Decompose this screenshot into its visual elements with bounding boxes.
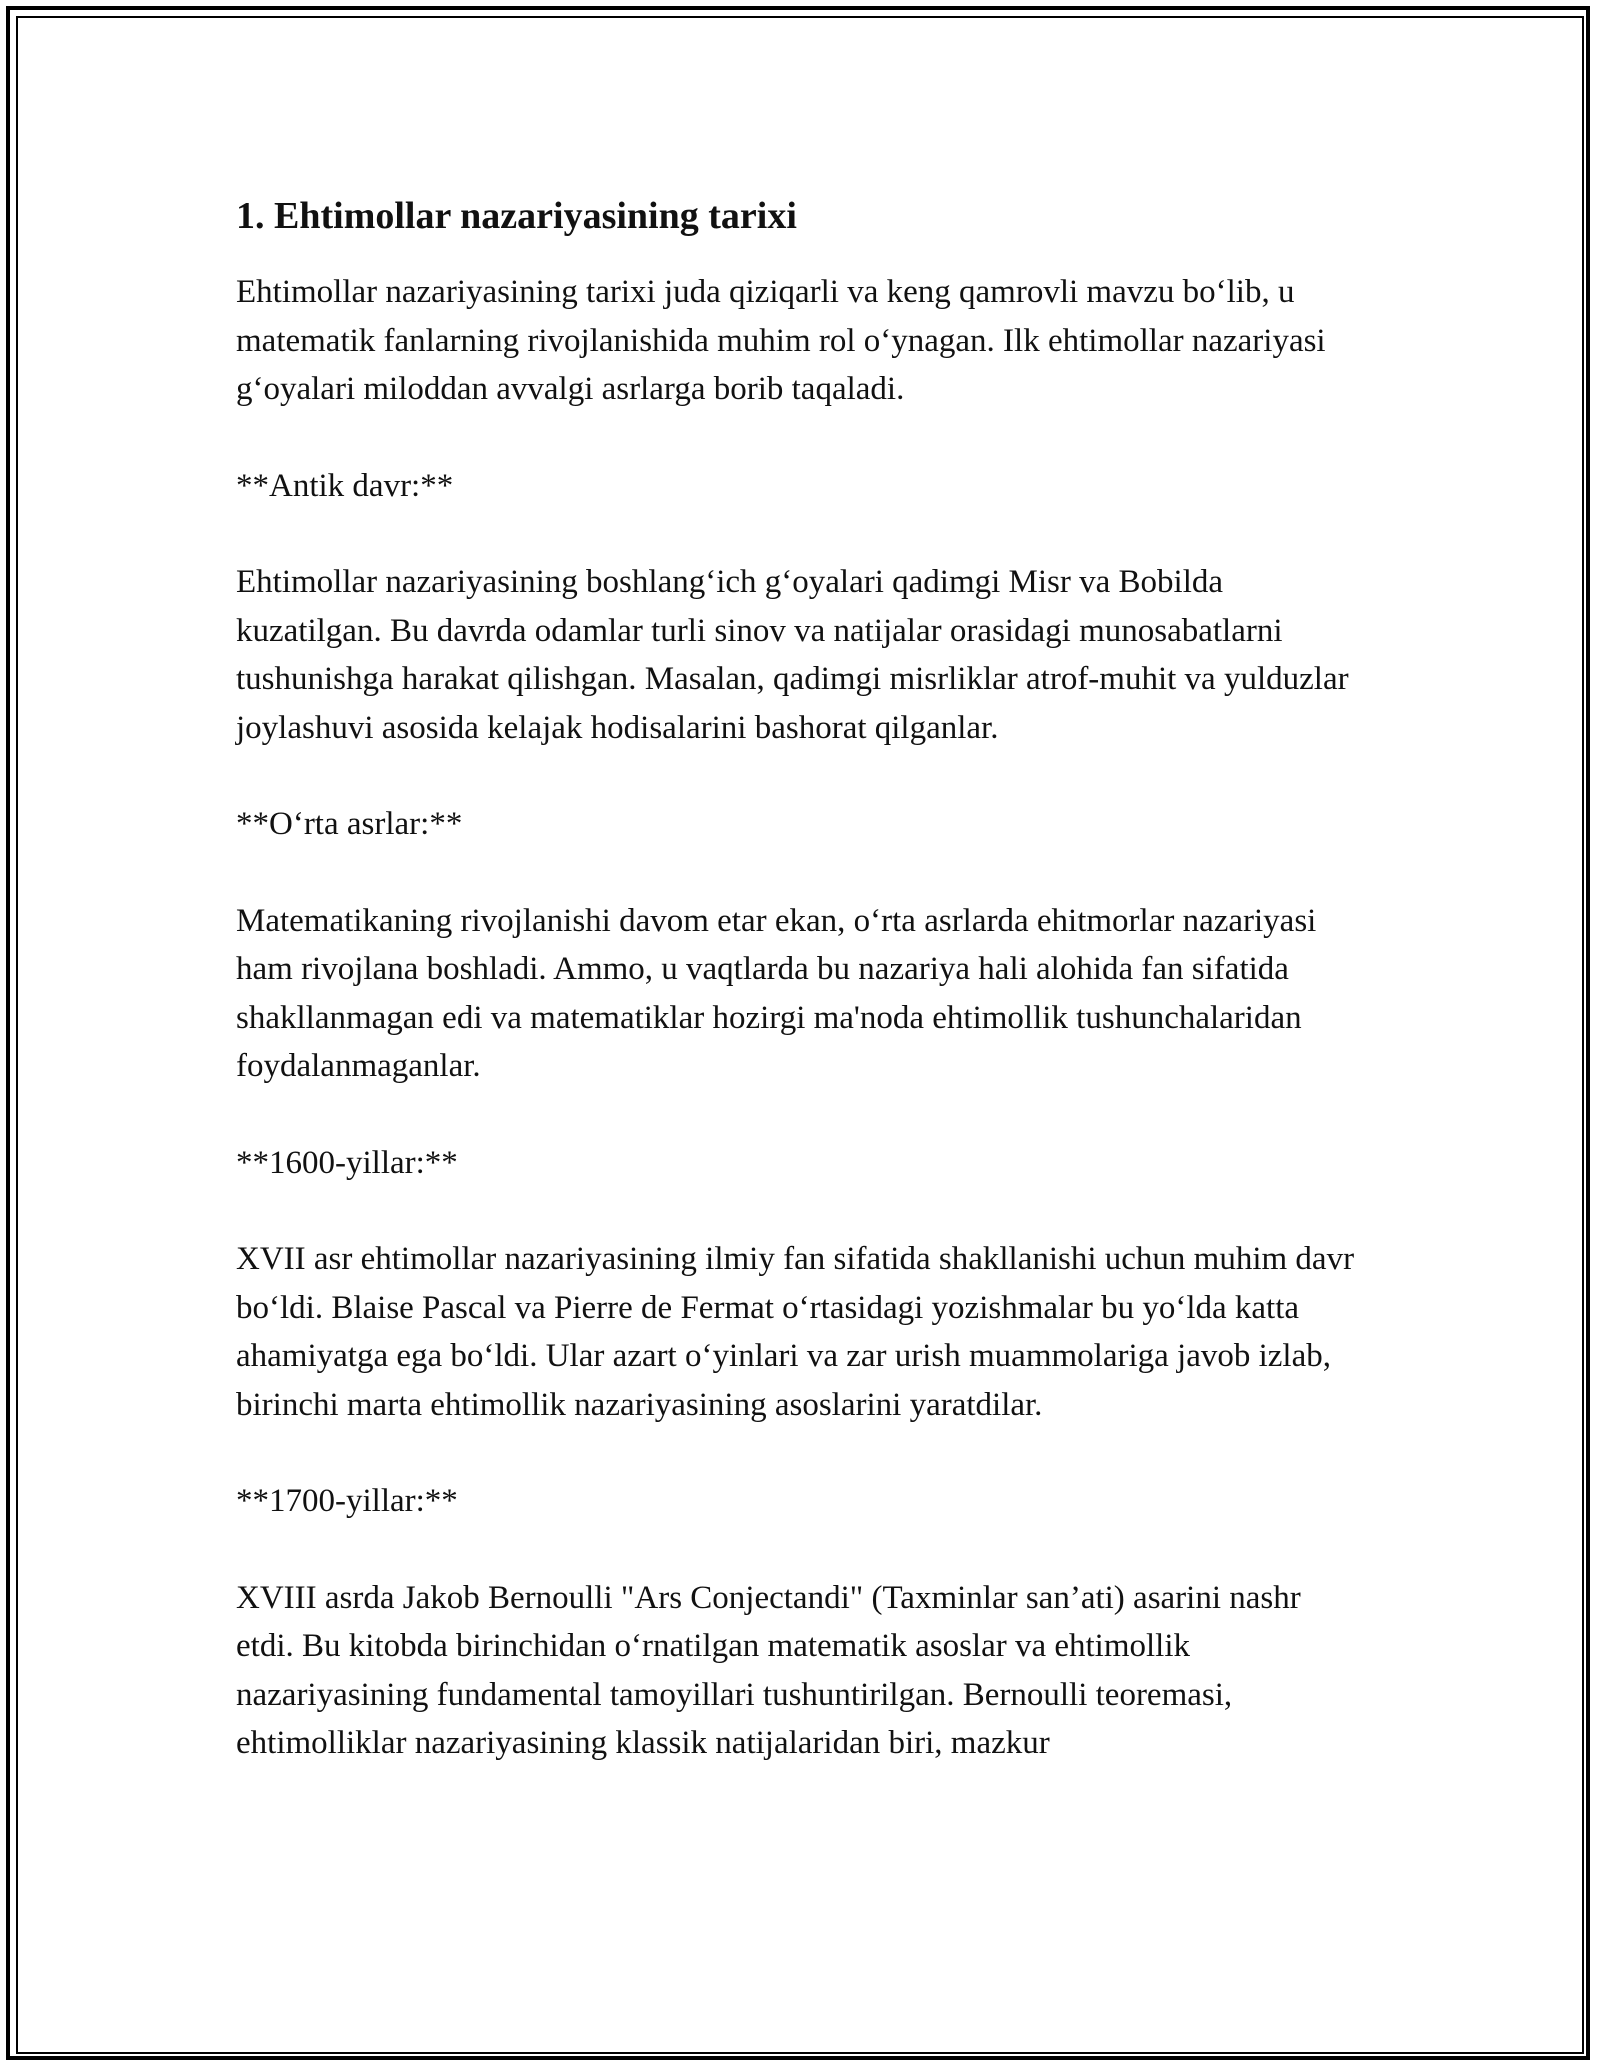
subheading-orta-asrlar: **O‘rta asrlar:** [236, 806, 463, 842]
document-body [236, 184, 1356, 1816]
paragraph-1700-yillar: XVIII asrda Jakob Bernoulli "Ars Conjectandi" (Taxminlar san’ati) asarini nashr etdi. Bu kitobda birinchidan o‘rnatilgan matematik asoslar va ehtimollik nazariyasining fundamental tamoyillari tushuntirilgan. Bernoulli teoremasi, ehtimolliklar nazariyasining klassik natijalaridan biri, mazkur [236, 1579, 1301, 1761]
subheading-1600-yillar: **1600-yillar:** [236, 1144, 458, 1181]
section-title: 1. Ehtimollar nazariyasining tarixi [236, 195, 797, 237]
intro-paragraph: Ehtimollar nazariyasining tarixi juda qiziqarli va keng qamrovli mavzu bo‘lib, u matematik fanlarning rivojlanishida muhim rol o‘ynagan. Ilk ehtimollar nazariyasi g‘oyalari miloddan avvalgi asrlarga borib taqaladi. [236, 274, 1326, 407]
subheading-antik-davr: **Antik davr:** [236, 467, 454, 504]
subheading-1700-yillar: **1700-yillar:** [236, 1483, 458, 1519]
paragraph-antik-davr: Ehtimollar nazariyasining boshlang‘ich g‘oyalari qadimgi Misr va Bobilda kuzatilgan. Bu davrda odamlar turli sinov va natijalar orasidagi munosabatlarni tushunishga harakat qilishgan. Masalan, qadimgi misrliklar atrof-muhit va yulduzlar joylashuvi asosida kelajak hodisalarini bashorat qilganlar. [236, 564, 1349, 746]
paragraph-1600-yillar: XVII asr ehtimollar nazariyasining ilmiy fan sifatida shakllanishi uchun muhim davr bo‘ldi. Blaise Pascal va Pierre de Fermat o‘rtasidagi yozishmalar bu yo‘lda katta ahamiyatga ega bo‘ldi. Ular azart o‘yinlari va zar urish muammolariga javob izlab, birinchi marta ehtimollik nazariyasining asoslarini yaratdilar. [236, 1241, 1355, 1423]
paragraph-orta-asrlar: Matematikaning rivojlanishi davom etar ekan, o‘rta asrlarda ehitmorlar nazariyasi ham rivojlana boshladi. Ammo, u vaqtlarda bu nazariya hali alohida fan sifatida shakllanmagan edi va matematiklar hozirgi ma'noda ehtimollik tushunchalaridan foydalanmaganlar. [236, 902, 1317, 1084]
